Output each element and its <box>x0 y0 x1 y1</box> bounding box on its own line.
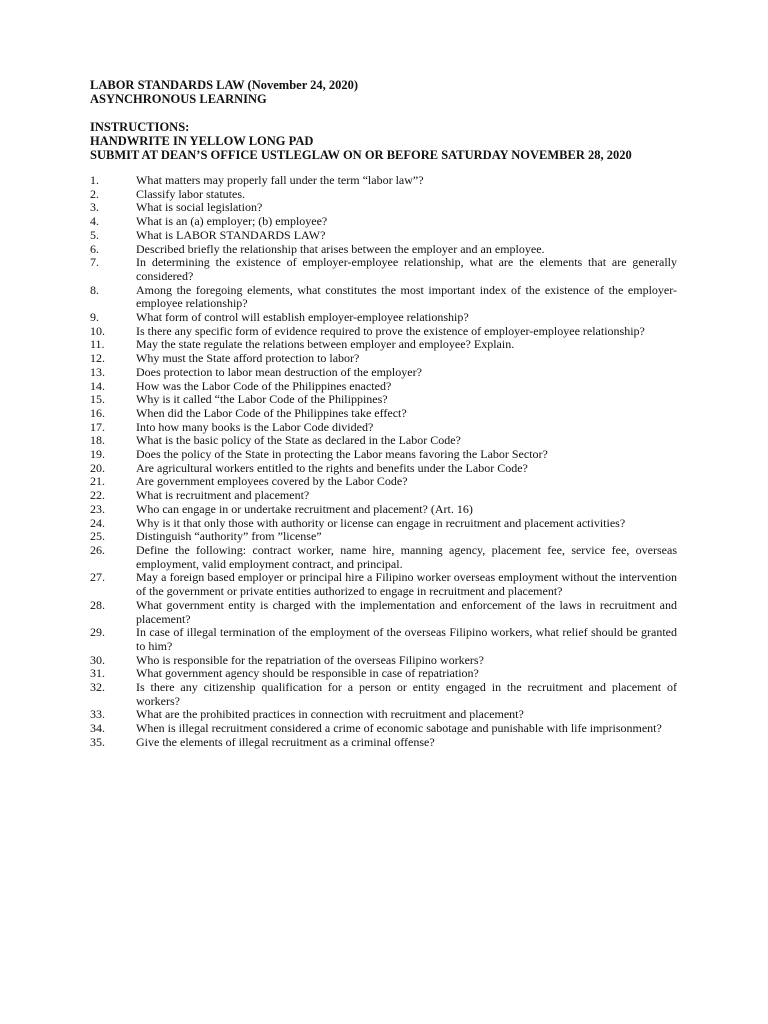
question-number: 24. <box>90 515 105 530</box>
question-item <box>90 174 677 188</box>
question-item <box>90 229 677 243</box>
instruction-handwrite: HANDWRITE IN YELLOW LONG PAD <box>90 134 314 148</box>
question-item <box>90 380 677 394</box>
question-number: 25. <box>90 529 105 544</box>
question-item <box>90 544 677 571</box>
question-item <box>90 284 677 311</box>
question-text: Into how many books is the Labor Code divided? <box>136 419 374 434</box>
question-text: May the state regulate the relations between employer and employee? Explain. <box>136 337 515 352</box>
question-text: Is there any citizenship qualification for a person or entity engaged in the recruitment and placement of workers? <box>136 680 677 708</box>
question-text: Are government employees covered by the Labor Code? <box>136 474 408 489</box>
question-number: 34. <box>90 721 105 736</box>
question-text: When is illegal recruitment considered a crime of economic sabotage and punishable with life imprisonment? <box>136 721 662 736</box>
question-text: Classify labor statutes. <box>136 186 245 201</box>
question-number: 26. <box>90 542 105 557</box>
question-number: 4. <box>90 214 99 229</box>
question-number: 17. <box>90 419 105 434</box>
question-item <box>90 421 677 435</box>
question-item <box>90 201 677 215</box>
question-text: Among the foregoing elements, what constitutes the most important index of the existence of the employer-employee relationship? <box>136 282 677 311</box>
question-number: 13. <box>90 364 105 379</box>
question-text: What government entity is charged with the implementation and enforcement of the laws in recruitment and placement? <box>136 597 677 626</box>
question-number: 35. <box>90 734 105 749</box>
question-item <box>90 571 677 598</box>
question-item <box>90 667 677 681</box>
question-item <box>90 243 677 257</box>
question-item <box>90 366 677 380</box>
question-text: Does the policy of the State in protecting the Labor means favoring the Labor Sector? <box>136 447 548 462</box>
question-number: 33. <box>90 707 105 722</box>
question-number: 5. <box>90 227 99 242</box>
question-number: 2. <box>90 186 99 201</box>
question-number: 11. <box>90 337 105 352</box>
question-item <box>90 311 677 325</box>
question-item <box>90 708 677 722</box>
question-text: What is an (a) employer; (b) employee? <box>136 214 328 229</box>
question-item <box>90 489 677 503</box>
question-item <box>90 599 677 626</box>
question-item <box>90 256 677 283</box>
question-item <box>90 530 677 544</box>
question-number: 6. <box>90 241 99 256</box>
question-text: Distinguish “authority” from ”license” <box>136 529 322 544</box>
question-text: Why must the State afford protection to labor? <box>136 351 360 366</box>
question-text: What are the prohibited practices in connection with recruitment and placement? <box>136 707 524 722</box>
instructions-heading: INSTRUCTIONS: <box>90 120 190 134</box>
instruction-submit: SUBMIT AT DEAN’S OFFICE USTLEGLAW ON OR BEFORE SATURDAY NOVEMBER 28, 2020 <box>90 148 632 162</box>
question-text: What is social legislation? <box>136 200 263 215</box>
question-number: 30. <box>90 652 105 667</box>
question-number: 19. <box>90 447 105 462</box>
question-number: 23. <box>90 501 105 516</box>
question-text: What matters may properly fall under the term “labor law”? <box>136 173 424 187</box>
question-text: What is recruitment and placement? <box>136 488 310 503</box>
question-number: 8. <box>90 282 99 297</box>
question-text: When did the Labor Code of the Philippines take effect? <box>136 405 407 420</box>
document-header <box>90 78 677 106</box>
document-title: LABOR STANDARDS LAW (November 24, 2020) <box>90 78 359 92</box>
question-number: 18. <box>90 433 105 448</box>
question-number: 28. <box>90 597 105 612</box>
question-item <box>90 503 677 517</box>
question-number: 7. <box>90 255 99 270</box>
question-number: 12. <box>90 351 105 366</box>
instructions-block <box>90 120 677 162</box>
question-number: 21. <box>90 474 105 489</box>
document-subtitle: ASYNCHRONOUS LEARNING <box>90 92 267 106</box>
question-item <box>90 393 677 407</box>
question-item <box>90 654 677 668</box>
document-page <box>90 78 677 750</box>
question-text: Define the following: contract worker, name hire, manning agency, placement fee, service fee, overseas employment, valid employment contract, and principal. <box>136 542 677 571</box>
question-number: 22. <box>90 488 105 503</box>
question-item <box>90 325 677 339</box>
question-number: 9. <box>90 310 99 325</box>
question-text: Who can engage in or undertake recruitment and placement? (Art. 16) <box>136 501 473 516</box>
question-text: In determining the existence of employer-employee relationship, what are the elements that are generally considered? <box>136 255 677 283</box>
question-item <box>90 681 677 708</box>
question-item <box>90 338 677 352</box>
question-item <box>90 434 677 448</box>
question-number: 3. <box>90 200 99 215</box>
question-item <box>90 215 677 229</box>
question-item <box>90 352 677 366</box>
question-item <box>90 626 677 653</box>
question-item <box>90 188 677 202</box>
question-number: 16. <box>90 405 105 420</box>
question-text: Is there any specific form of evidence required to prove the existence of employer-employee relationship? <box>136 323 645 338</box>
question-text: Give the elements of illegal recruitment as a criminal offense? <box>136 734 435 749</box>
question-text: How was the Labor Code of the Philippines enacted? <box>136 378 392 393</box>
question-list <box>90 174 677 750</box>
question-text: Why is it that only those with authority or license can engage in recruitment and placement activities? <box>136 515 626 530</box>
spacer <box>90 106 677 120</box>
question-text: Why is it called “the Labor Code of the Philippines? <box>136 392 388 407</box>
question-number: 14. <box>90 378 105 393</box>
question-text: Who is responsible for the repatriation of the overseas Filipino workers? <box>136 652 484 667</box>
question-text: Described briefly the relationship that arises between the employer and an employee. <box>136 241 545 256</box>
question-item <box>90 448 677 462</box>
question-number: 20. <box>90 460 105 475</box>
question-text: Does protection to labor mean destruction of the employer? <box>136 364 422 379</box>
question-number: 1. <box>90 173 99 187</box>
question-item <box>90 407 677 421</box>
question-text: May a foreign based employer or principal hire a Filipino worker overseas employment without the intervention of the government or private entities authorized to engage in recruitment and placement? <box>136 570 677 599</box>
question-text: What is LABOR STANDARDS LAW? <box>136 227 326 242</box>
question-text: In case of illegal termination of the employment of the overseas Filipino workers, what relief should be granted to him? <box>136 625 677 653</box>
question-number: 10. <box>90 323 105 338</box>
question-text: What form of control will establish employer-employee relationship? <box>136 310 469 325</box>
question-number: 32. <box>90 680 105 695</box>
question-item <box>90 475 677 489</box>
question-item <box>90 736 677 750</box>
question-text: What is the basic policy of the State as declared in the Labor Code? <box>136 433 461 448</box>
question-text: Are agricultural workers entitled to the rights and benefits under the Labor Code? <box>136 460 528 475</box>
question-text: What government agency should be responsible in case of repatriation? <box>136 666 479 681</box>
question-number: 15. <box>90 392 105 407</box>
question-number: 27. <box>90 570 105 585</box>
question-number: 29. <box>90 625 105 640</box>
question-item <box>90 517 677 531</box>
question-item <box>90 722 677 736</box>
question-number: 31. <box>90 666 105 681</box>
question-item <box>90 462 677 476</box>
